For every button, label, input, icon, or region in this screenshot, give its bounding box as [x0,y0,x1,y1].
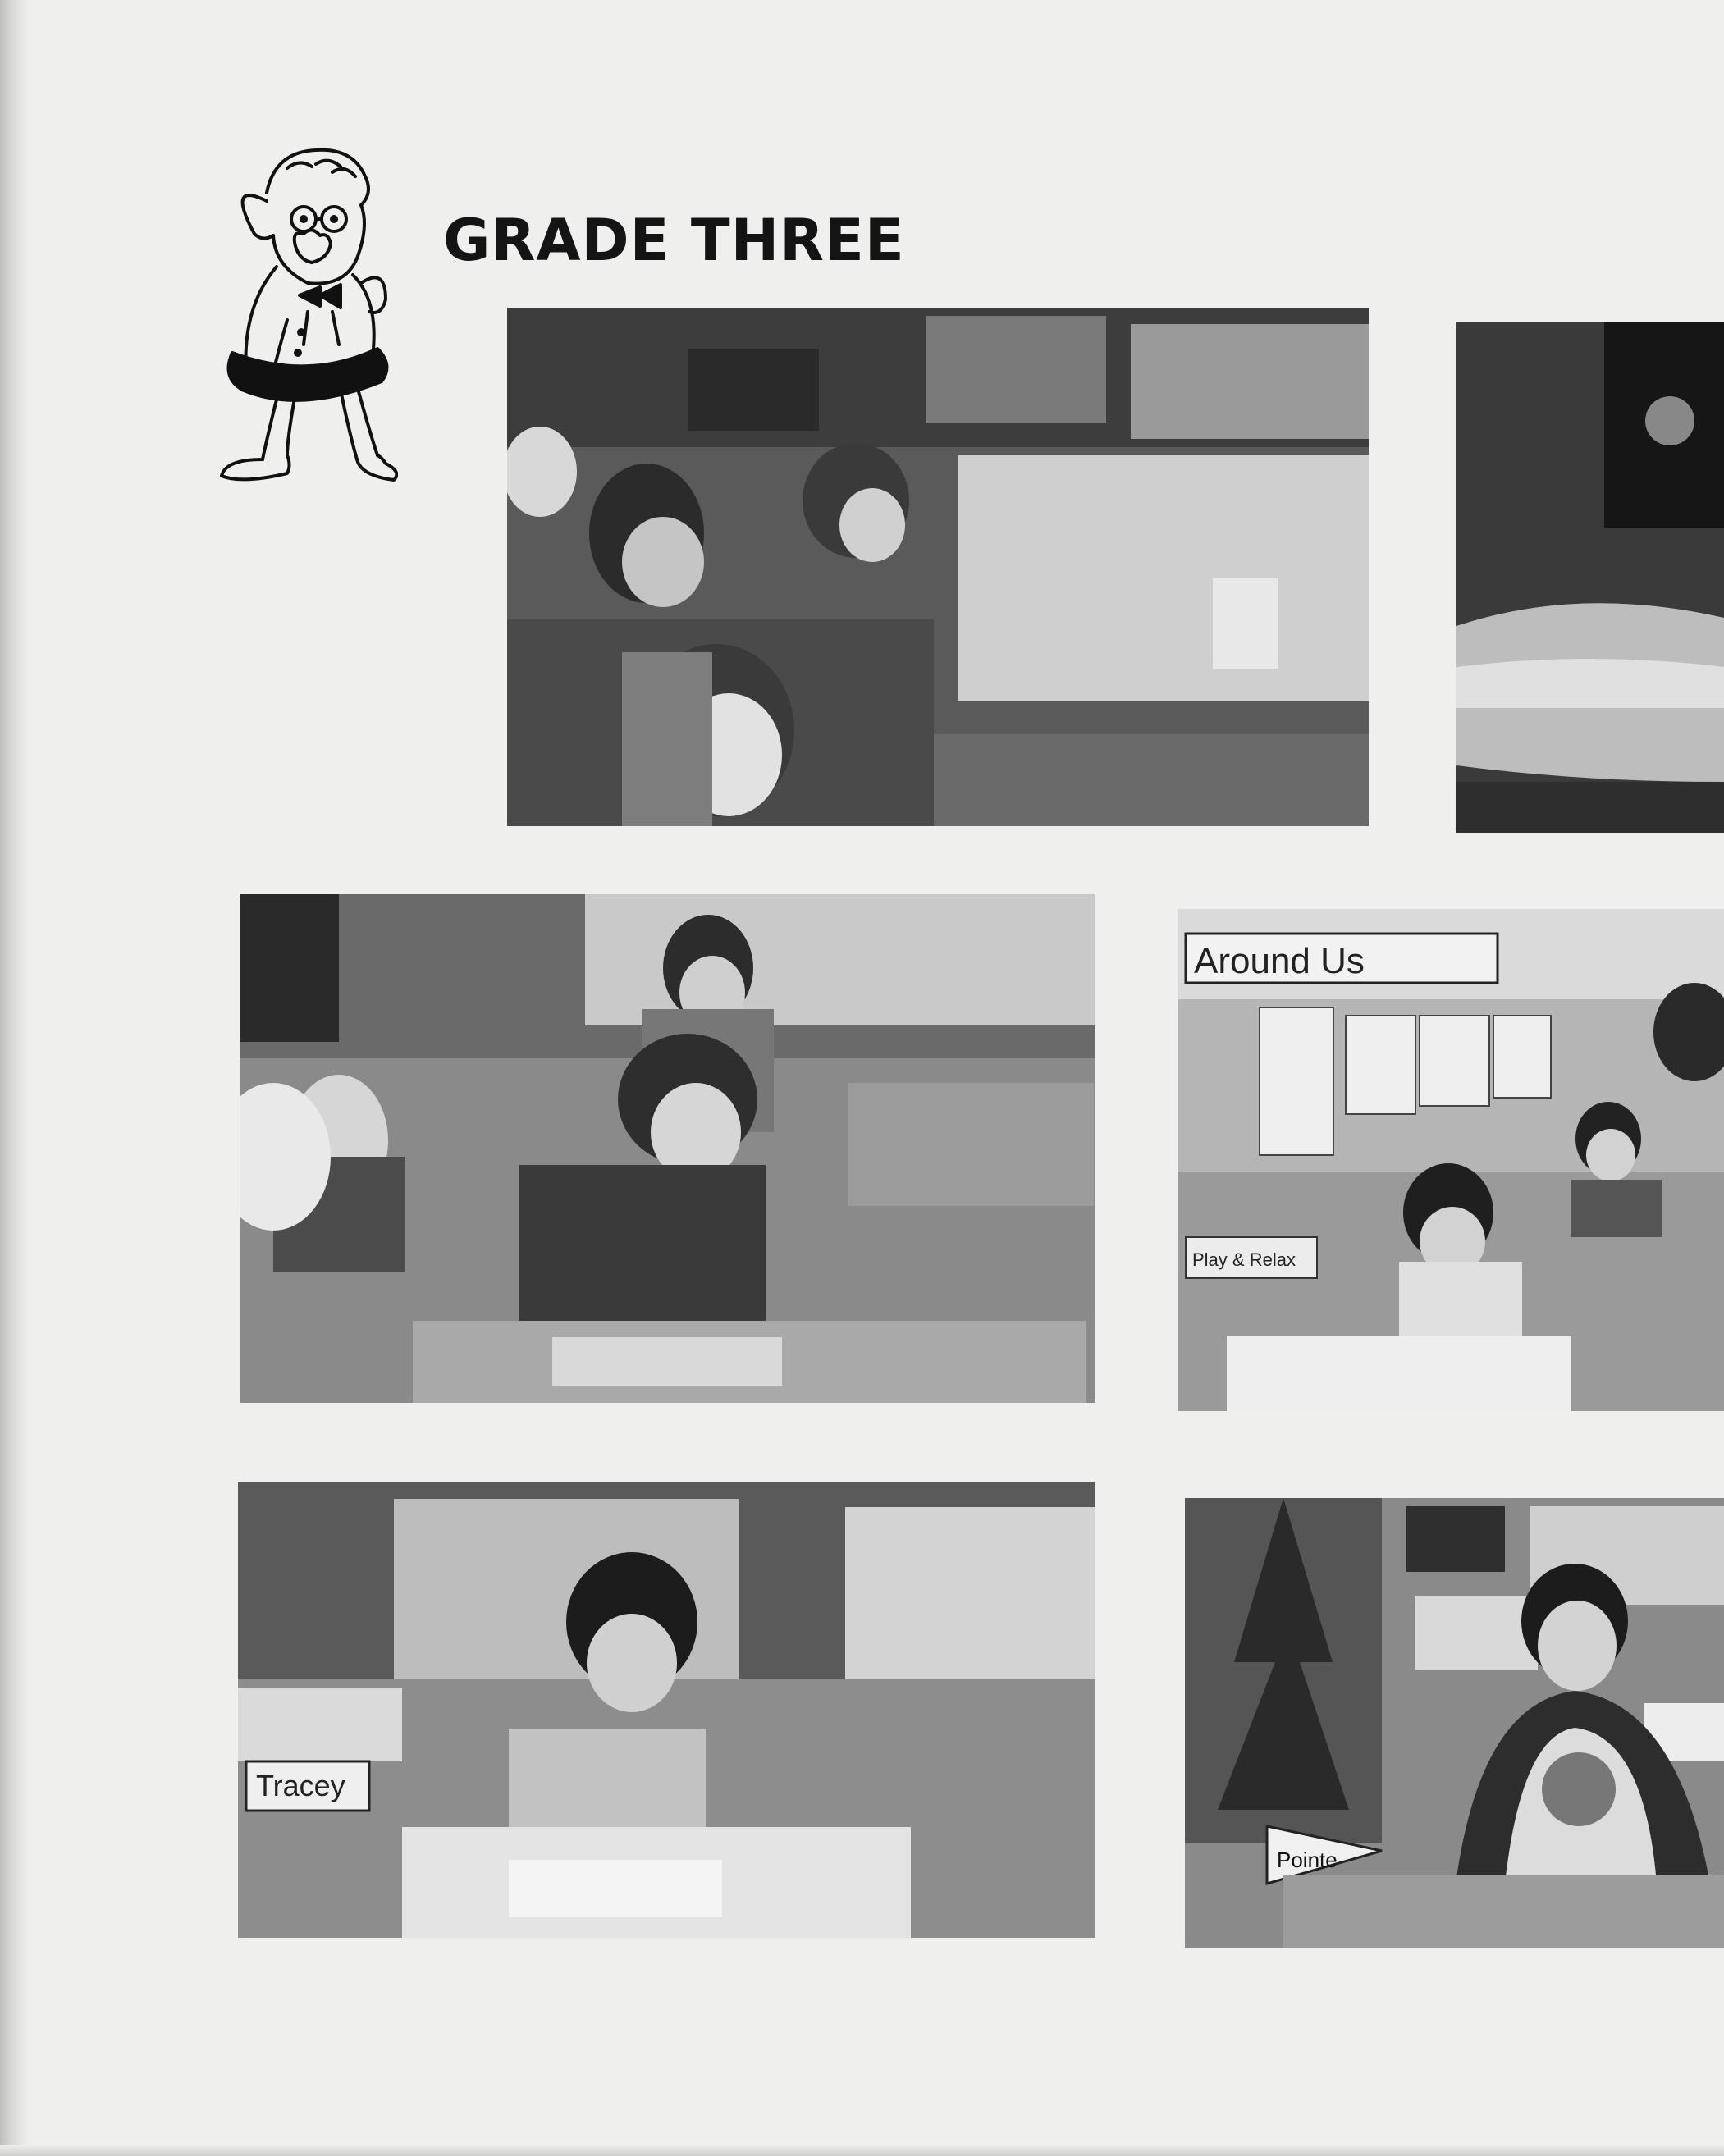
page-binding-shadow [0,0,30,2156]
classroom-photo-2 [1456,322,1724,833]
classroom-photo-1 [507,308,1369,826]
classroom-label-text: Play & Relax [1192,1249,1296,1270]
classroom-photo-4 [1178,909,1724,1411]
bulletin-sign-text: Around Us [1194,941,1365,981]
page-bottom-edge [0,2145,1724,2156]
name-card-text: Tracey [256,1769,345,1802]
classroom-photo-6 [1185,1498,1724,1948]
troll-mascot-illustration [209,144,398,496]
classroom-photo-5 [238,1482,1095,1938]
page-title: GRADE THREE [443,206,905,274]
classroom-photo-3 [240,894,1095,1403]
pennant-text: Pointe [1277,1848,1338,1872]
